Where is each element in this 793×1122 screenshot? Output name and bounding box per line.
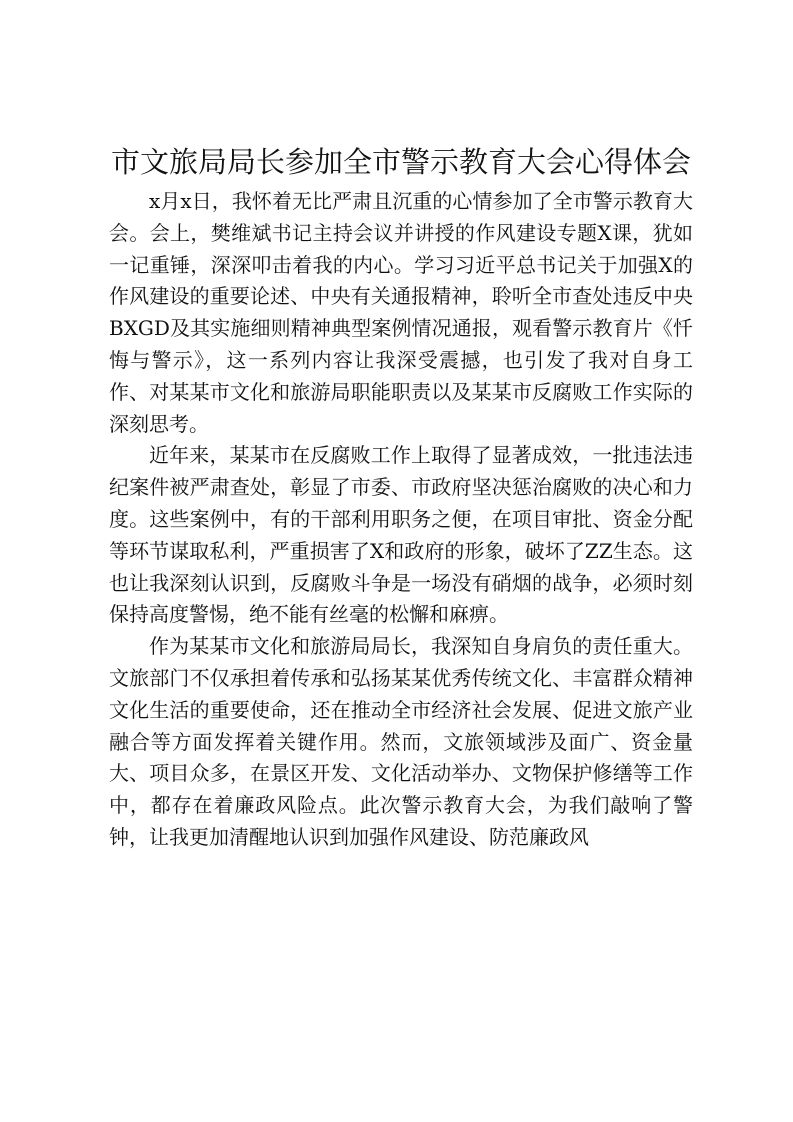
document-title: 市文旅局局长参加全市警示教育大会心得体会	[110, 145, 691, 179]
paragraph-3: 作为某某市文化和旅游局局长，我深知自身肩负的责任重大。文旅部门不仅承担着传承和弘扬某某优秀传统文化、丰富群众精神文化生活的重要使命，还在推动全市经济社会发展、促进文旅产业融合等方面发挥着关键作用。然而，文旅领域涉及面广、资金量大、项目众多，在景区开发、文化活动举办、文物保护修缮等工作中，都存在着廉政风险点。此次警示教育大会，为我们敲响了警钟，让我更加清醒地认识到加强作风建设、防范廉政风	[109, 634, 693, 849]
paragraph-1: x月x日，我怀着无比严肃且沉重的心情参加了全市警示教育大会。会上，樊维斌书记主持会议并讲授的作风建设专题X课，犹如一记重锤，深深叩击着我的内心。学习习近平总书记关于加强X的作风建设的重要论述、中央有关通报精神，聆听全市查处违反中央BXGD及其实施细则精神典型案例情况通报，观看警示教育片《忏悔与警示》，这一系列内容让我深受震撼，也引发了我对自身工作、对某某市文化和旅游局职能职责以及某某市反腐败工作实际的深刻思考。	[109, 189, 693, 436]
document-body	[109, 186, 693, 854]
paragraph-2: 近年来，某某市在反腐败工作上取得了显著成效，一批违法违纪案件被严肃查处，彰显了市委、市政府坚决惩治腐败的决心和力度。这些案例中，有的干部利用职务之便，在项目审批、资金分配等环节谋取私利，严重损害了X和政府的形象，破坏了ZZ生态。这也让我深刻认识到，反腐败斗争是一场没有硝烟的战争，必须时刻保持高度警惕，绝不能有丝毫的松懈和麻痹。	[109, 443, 693, 627]
